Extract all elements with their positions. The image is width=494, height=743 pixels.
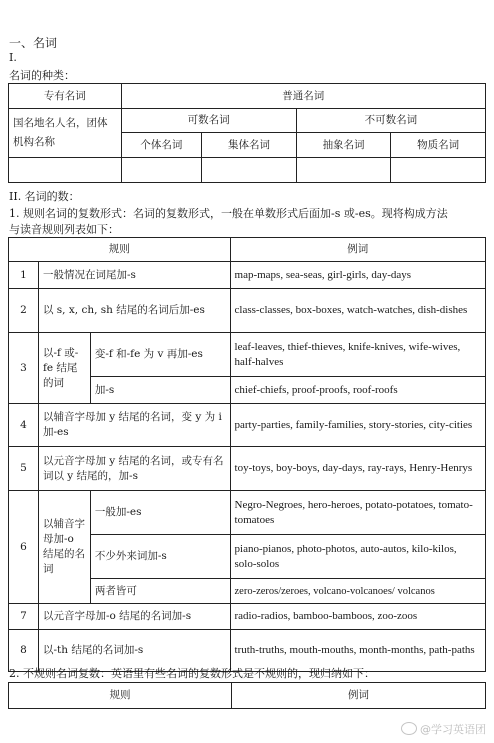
weibo-logo-icon bbox=[401, 722, 417, 735]
example-text: zero-zeros/zeroes, volcano-volcanoes/ volcanos bbox=[230, 579, 485, 604]
empty-cell bbox=[9, 157, 122, 182]
individual-noun: 个体名词 bbox=[121, 133, 202, 157]
rules-header-rule: 规则 bbox=[9, 238, 231, 262]
sub-rule-text: 不少外来词加-s bbox=[90, 535, 230, 579]
section-heading: 一、名词 bbox=[9, 36, 58, 50]
row-number: 1 bbox=[9, 262, 39, 289]
empty-cell bbox=[202, 157, 297, 182]
noun-kinds-table bbox=[8, 83, 486, 183]
plural-rules-table bbox=[8, 237, 486, 672]
rule-text: 以-th 结尾的名词加-s bbox=[38, 630, 230, 672]
empty-cell bbox=[121, 157, 202, 182]
collective-noun: 集体名词 bbox=[202, 133, 297, 157]
row-number: 7 bbox=[9, 604, 39, 630]
watermark bbox=[401, 721, 486, 737]
abstract-noun: 抽象名词 bbox=[296, 133, 391, 157]
example-text: radio-radios, bamboo-bamboos, zoo-zoos bbox=[230, 604, 485, 630]
countable-header: 可数名词 bbox=[121, 109, 296, 133]
example-text: piano-pianos, photo-photos, auto-autos, kilo-kilos, solo-solos bbox=[230, 535, 485, 579]
example-text: leaf-leaves, thief-thieves, knife-knives, wife-wives, half-halves bbox=[230, 333, 485, 377]
proper-noun-desc: 国名地名人名，团体机构名称 bbox=[9, 109, 122, 157]
irregular-table bbox=[8, 682, 486, 709]
rule-intro-line1: 1. 规则名词的复数形式：名词的复数形式，一般在单数形式后面加-s 或-es。现将构成方法 bbox=[9, 207, 448, 220]
example-text: map-maps, sea-seas, girl-girls, day-days bbox=[230, 262, 485, 289]
material-noun: 物质名词 bbox=[391, 133, 486, 157]
row-number: 8 bbox=[9, 630, 39, 672]
row-number: 3 bbox=[9, 333, 39, 404]
kinds-label: 名词的种类： bbox=[9, 69, 75, 82]
example-text: chief-chiefs, proof-proofs, roof-roofs bbox=[230, 377, 485, 404]
empty-cell bbox=[391, 157, 486, 182]
rules-header-example: 例词 bbox=[230, 238, 485, 262]
proper-noun-header: 专有名词 bbox=[9, 84, 122, 109]
row-number: 5 bbox=[9, 447, 39, 491]
rule-text: 以-f 或-fe 结尾的词 bbox=[38, 333, 90, 404]
watermark-text: @学习英语团 bbox=[420, 723, 486, 736]
rule-text: 以 s, x, ch, sh 结尾的名词后加-es bbox=[38, 289, 230, 333]
example-text: party-parties, family-families, story-stories, city-cities bbox=[230, 404, 485, 447]
rule-text: 一般情况在词尾加-s bbox=[38, 262, 230, 289]
example-text: class-classes, box-boxes, watch-watches, dish-dishes bbox=[230, 289, 485, 333]
common-noun-header: 普通名词 bbox=[121, 84, 485, 109]
part-i-label: I. bbox=[9, 51, 17, 64]
example-text: toy-toys, boy-boys, day-days, ray-rays, Henry-Henrys bbox=[230, 447, 485, 491]
rule-text: 以辅音字母加-o 结尾的名词 bbox=[38, 491, 90, 604]
rule-text: 以辅音字母加 y 结尾的名词，变 y 为 i 加-es bbox=[38, 404, 230, 447]
sub-rule-text: 一般加-es bbox=[90, 491, 230, 535]
irregular-header-rule: 规则 bbox=[9, 683, 232, 709]
irregular-intro: 2. 不规则名词复数：英语里有些名词的复数形式是不规则的，现归纳如下： bbox=[9, 667, 375, 680]
row-number: 2 bbox=[9, 289, 39, 333]
uncountable-header: 不可数名词 bbox=[296, 109, 485, 133]
sub-rule-text: 变-f 和-fe 为 v 再加-es bbox=[90, 333, 230, 377]
row-number: 4 bbox=[9, 404, 39, 447]
row-number: 6 bbox=[9, 491, 39, 604]
sub-rule-text: 两者皆可 bbox=[90, 579, 230, 604]
part-ii-label: II. 名词的数： bbox=[9, 190, 80, 203]
rule-intro-line2: 与读音规则列表如下： bbox=[9, 223, 119, 236]
sub-rule-text: 加-s bbox=[90, 377, 230, 404]
rule-text: 以元音字母加 y 结尾的名词，或专有名词以 y 结尾的，加-s bbox=[38, 447, 230, 491]
example-text: truth-truths, mouth-mouths, month-months, path-paths bbox=[230, 630, 485, 672]
empty-cell bbox=[296, 157, 391, 182]
example-text: Negro-Negroes, hero-heroes, potato-potatoes, tomato-tomatoes bbox=[230, 491, 485, 535]
rule-text: 以元音字母加-o 结尾的名词加-s bbox=[38, 604, 230, 630]
irregular-header-example: 例词 bbox=[232, 683, 486, 709]
